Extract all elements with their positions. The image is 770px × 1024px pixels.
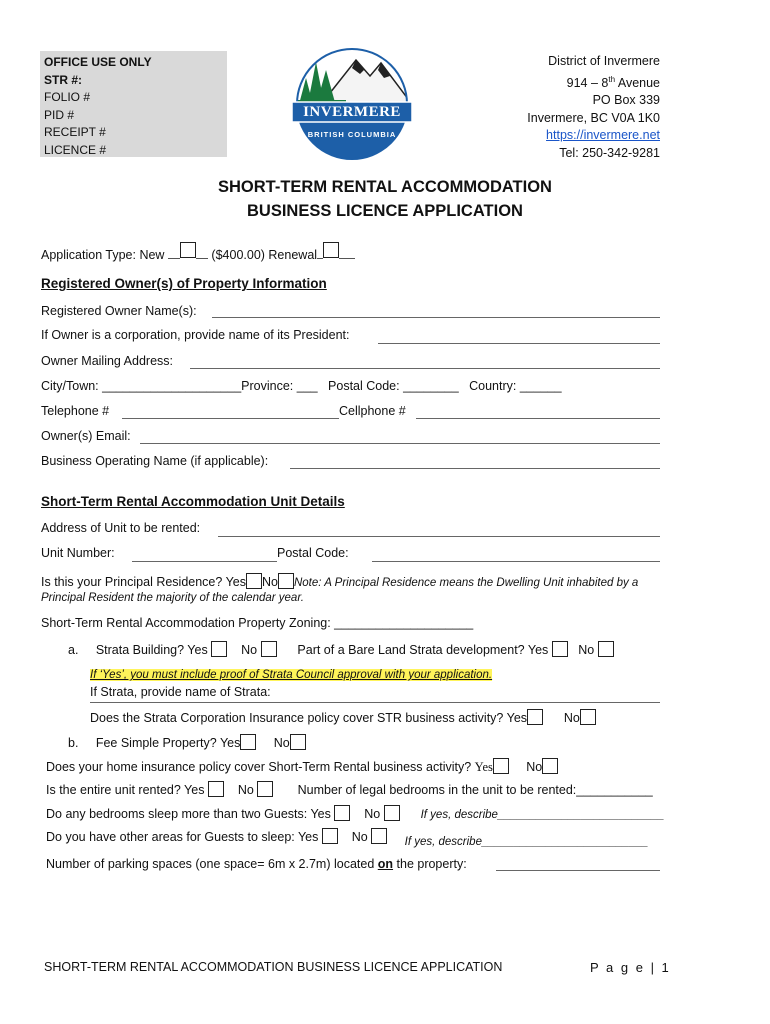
bedrooms-field[interactable]: Number of legal bedrooms in the unit to be rented:___________: [297, 783, 653, 797]
bare-land-no-checkbox[interactable]: [598, 641, 614, 657]
other-areas-yes-checkbox[interactable]: [322, 828, 338, 844]
strata-row: a. Strata Building? Yes No Part of a Bare Land Strata development? Yes No: [68, 641, 614, 658]
parking-field[interactable]: [496, 870, 660, 871]
owner-names-label: Registered Owner Name(s):: [41, 304, 197, 318]
telephone-label: Telephone #: [41, 404, 110, 418]
telephone-number: Tel: 250-342-9281: [559, 145, 660, 160]
folio-number: FOLIO #: [44, 90, 91, 104]
entire-unit-no-checkbox[interactable]: [257, 781, 273, 797]
licence-number: LICENCE #: [44, 142, 107, 157]
home-insurance-yes-checkbox[interactable]: [493, 758, 509, 774]
invermere-logo: [286, 48, 418, 160]
other-areas-describe-field[interactable]: If yes, describe__________________________: [404, 836, 649, 848]
renewal-checkbox[interactable]: [323, 242, 339, 258]
principal-no-checkbox[interactable]: [278, 573, 294, 589]
owner-section-heading: Registered Owner(s) of Property Information: [41, 276, 327, 291]
owner-email-label: Owner(s) Email:: [41, 429, 131, 443]
fee-simple-row: b. Fee Simple Property? Yes No: [68, 734, 306, 751]
strata-no-checkbox[interactable]: [261, 641, 277, 657]
unit-address-label: Address of Unit to be rented:: [41, 521, 201, 535]
business-name-field[interactable]: [290, 468, 660, 469]
address-line-3: PO Box 339: [592, 93, 660, 108]
address-line-4: Invermere, BC V0A 1K0: [527, 110, 660, 125]
corp-president-label: If Owner is a corporation, provide name of its President:: [41, 328, 350, 342]
other-areas-row: Do you have other areas for Guests to sleep: Yes No If yes, describe__________________________: [46, 830, 649, 848]
principal-note: Note: A Principal Residence means the Dwelling Unit inhabited by a: [293, 577, 639, 589]
unit-section-heading: Short-Term Rental Accommodation Unit Details: [41, 494, 345, 509]
str-number: STR #:: [44, 72, 83, 87]
strata-insurance-row: Does the Strata Corporation Insurance policy cover STR business activity? Yes No: [90, 709, 596, 726]
cellphone-label: Cellphone #: [339, 404, 406, 418]
sleep-more-describe-field[interactable]: If yes, describe__________________________: [420, 809, 665, 821]
province-field[interactable]: Province: ___: [241, 379, 318, 393]
country-field[interactable]: Country: ______: [469, 379, 562, 393]
unit-number-label: Unit Number:: [41, 546, 115, 560]
fee-simple-no-checkbox[interactable]: [290, 734, 306, 750]
unit-postal-label: Postal Code:: [277, 546, 349, 560]
principal-yes-checkbox[interactable]: [246, 573, 262, 589]
mailing-address-label: Owner Mailing Address:: [41, 354, 174, 368]
sleep-more-no-checkbox[interactable]: [384, 805, 400, 821]
business-name-label: Business Operating Name (if applicable):: [41, 454, 269, 468]
fee-simple-yes-checkbox[interactable]: [240, 734, 256, 750]
corp-president-field[interactable]: [378, 343, 660, 344]
bare-land-yes-checkbox[interactable]: [552, 641, 568, 657]
page-number: P a g e | 1: [590, 960, 671, 975]
office-use-box: [40, 51, 227, 157]
principal-note-2: Principal Resident the majority of the calendar year.: [41, 592, 304, 604]
new-checkbox[interactable]: [180, 242, 196, 258]
logo-subtitle: BRITISH COLUMBIA: [307, 130, 397, 139]
application-type-row: Application Type: New ($400.00) Renewal: [41, 242, 355, 263]
strata-yes-checkbox[interactable]: [211, 641, 227, 657]
sleep-more-row: Do any bedrooms sleep more than two Guests: Yes No If yes, describe__________________________: [46, 807, 665, 821]
logo-name: INVERMERE: [303, 104, 401, 120]
cellphone-field[interactable]: [416, 418, 660, 419]
footer-title: SHORT-TERM RENTAL ACCOMMODATION BUSINESS LICENCE APPLICATION: [44, 960, 503, 974]
district-address: [527, 53, 660, 162]
strata-proof-note: If ‘Yes’, you must include proof of Strata Council approval with your application.: [90, 669, 493, 681]
postal-code-field[interactable]: Postal Code: ________: [328, 379, 459, 393]
telephone-field[interactable]: [122, 418, 339, 419]
strata-name-field[interactable]: [90, 702, 660, 703]
principal-residence-row: Is this your Principal Residence? Yes No Note: A Principal Residence means the Dwelling Unit inhabited by a: [41, 575, 639, 589]
sleep-more-yes-checkbox[interactable]: [334, 805, 350, 821]
form-title-line-1: SHORT-TERM RENTAL ACCOMMODATION: [218, 178, 552, 196]
city-field[interactable]: City/Town: ____________________: [41, 379, 242, 393]
entire-unit-row: Is the entire unit rented? Yes No Number of legal bedrooms in the unit to be rented:___________: [46, 783, 653, 797]
parking-row: Number of parking spaces (one space= 6m x 2.7m) located on the property:: [46, 857, 467, 871]
pid-number: PID #: [44, 107, 75, 122]
form-title-line-2: BUSINESS LICENCE APPLICATION: [247, 202, 523, 220]
owner-email-field[interactable]: [140, 443, 660, 444]
address-line-2: 914 – 8th Avenue: [566, 74, 660, 90]
unit-address-field[interactable]: [218, 536, 660, 537]
city-province-row: [41, 378, 562, 394]
zoning-field[interactable]: Short-Term Rental Accommodation Property Zoning: ____________________: [41, 616, 474, 630]
receipt-number: RECEIPT #: [44, 125, 106, 139]
owner-names-field[interactable]: [212, 317, 660, 318]
home-insurance-row: Does your home insurance policy cover Short-Term Rental business activity? Yes No: [46, 758, 558, 775]
address-line-1: District of Invermere: [548, 54, 660, 68]
other-areas-no-checkbox[interactable]: [371, 828, 387, 844]
mailing-address-field[interactable]: [190, 368, 660, 369]
office-use-title: OFFICE USE ONLY: [44, 55, 152, 69]
entire-unit-yes-checkbox[interactable]: [208, 781, 224, 797]
website-link[interactable]: https://invermere.net: [546, 128, 660, 143]
unit-number-field[interactable]: [132, 561, 277, 562]
home-insurance-no-checkbox[interactable]: [542, 758, 558, 774]
form-title: [0, 175, 770, 223]
strata-insurance-no-checkbox[interactable]: [580, 709, 596, 725]
strata-insurance-yes-checkbox[interactable]: [527, 709, 543, 725]
strata-name-label: If Strata, provide name of Strata:: [90, 685, 271, 699]
unit-postal-field[interactable]: [372, 561, 660, 562]
